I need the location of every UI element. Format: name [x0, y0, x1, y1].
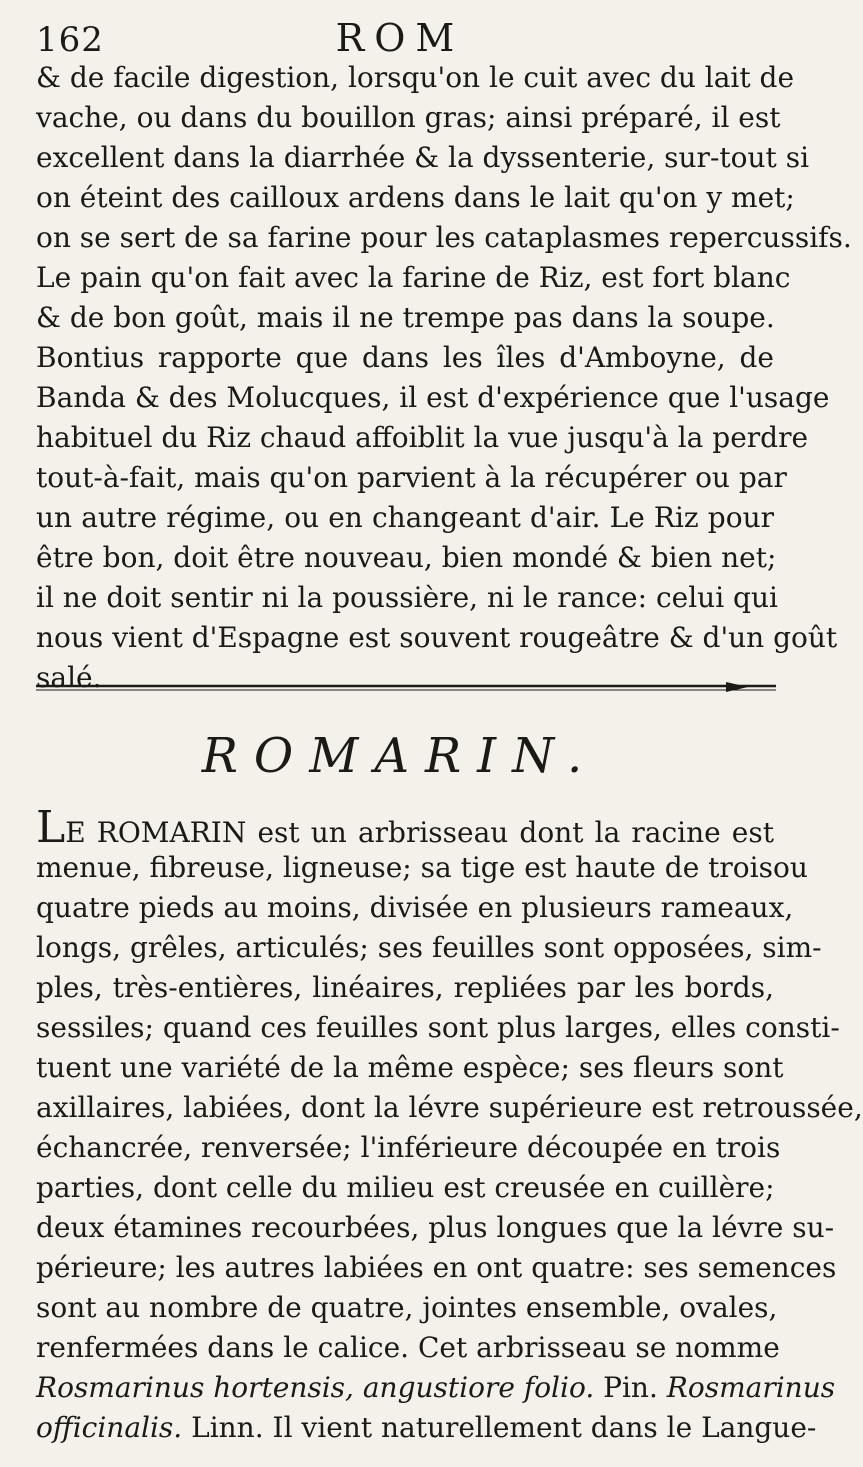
text-line: tout-à-fait, mais qu'on parvient à la récupérer ou par	[36, 461, 787, 494]
text-line: vache, ou dans du bouillon gras; ainsi préparé, il est	[36, 101, 781, 134]
section-title: ROMARIN.	[201, 728, 599, 784]
running-head: ROM	[335, 16, 465, 60]
text-line: deux étamines recourbées, plus longues que la lévre su-	[36, 1211, 835, 1244]
text-line: être bon, doit être nouveau, bien mondé & bien net;	[36, 541, 777, 574]
text-line: sessiles; quand ces feuilles sont plus larges, elles consti-	[36, 1011, 840, 1044]
text-line: renfermées dans le calice. Cet arbrisseau se nomme	[36, 1331, 780, 1364]
text-line: & de bon goût, mais il ne trempe pas dans la soupe.	[36, 301, 775, 334]
text-line	[36, 1368, 836, 1408]
page-number: 162	[36, 20, 104, 60]
text-line	[36, 1408, 817, 1448]
text-line: il ne doit sentir ni la poussière, ni le rance: celui qui	[36, 581, 778, 614]
text-line: Banda & des Molucques, il est d'expérience que l'usage	[36, 381, 830, 414]
text-line: longs, grêles, articulés; ses feuilles sont opposées, sim-	[36, 931, 822, 964]
text-line: ples, très-entières, linéaires, repliées par les bords,	[36, 971, 774, 1004]
first-line-text: E ROMARIN est un arbrisseau dont la racine est	[65, 816, 774, 849]
latin-name: officinalis.	[36, 1411, 183, 1444]
text-line: parties, dont celle du milieu est creusée en cuillère;	[36, 1171, 775, 1204]
text-line: sont au nombre de quatre, jointes ensemble, ovales,	[36, 1291, 778, 1324]
text-line: excellent dans la diarrhée & la dyssenterie, sur-tout si	[36, 141, 810, 174]
text-line	[36, 802, 774, 853]
text-line: Bontius rapporte que dans les îles d'Amboyne, de	[36, 341, 774, 374]
text-line: un autre régime, ou en changeant d'air. Le Riz pour	[36, 501, 774, 534]
citation-text: Linn. Il vient naturellement dans le Langue-	[182, 1411, 817, 1444]
citation-text: Pin.	[594, 1371, 667, 1404]
text-line: on éteint des cailloux ardens dans le lait qu'on y met;	[36, 181, 795, 214]
text-line: tuent une variété de la même espèce; ses fleurs sont	[36, 1051, 784, 1084]
section-divider-rule	[36, 678, 776, 696]
text-line: on se sert de sa farine pour les cataplasmes repercussifs.	[36, 221, 852, 254]
text-line: & de facile digestion, lorsqu'on le cuit avec du lait de	[36, 61, 795, 94]
text-line: échancrée, renversée; l'inférieure découpée en trois	[36, 1131, 781, 1164]
latin-name: Rosmarinus hortensis, angustiore folio.	[36, 1371, 595, 1404]
romarin-paragraph	[36, 802, 863, 1448]
page-header	[0, 16, 800, 62]
text-line: menue, fibreuse, ligneuse; sa tige est haute de troisou	[36, 851, 808, 884]
text-line: nous vient d'Espagne est souvent rougeâtre & d'un goût	[36, 621, 838, 654]
text-line: habituel du Riz chaud affoiblit la vue jusqu'à la perdre	[36, 421, 809, 454]
continued-paragraph	[36, 58, 852, 698]
text-line: salé.	[36, 661, 102, 694]
drop-cap: L	[36, 802, 66, 853]
text-line: axillaires, labiées, dont la lévre supérieure est retroussée,	[36, 1091, 863, 1124]
text-line: Le pain qu'on fait avec la farine de Riz, est fort blanc	[36, 261, 791, 294]
text-line: quatre pieds au moins, divisée en plusieurs rameaux,	[36, 891, 794, 924]
text-line: périeure; les autres labiées en ont quatre: ses semences	[36, 1251, 837, 1284]
latin-name: Rosmarinus	[666, 1371, 836, 1404]
